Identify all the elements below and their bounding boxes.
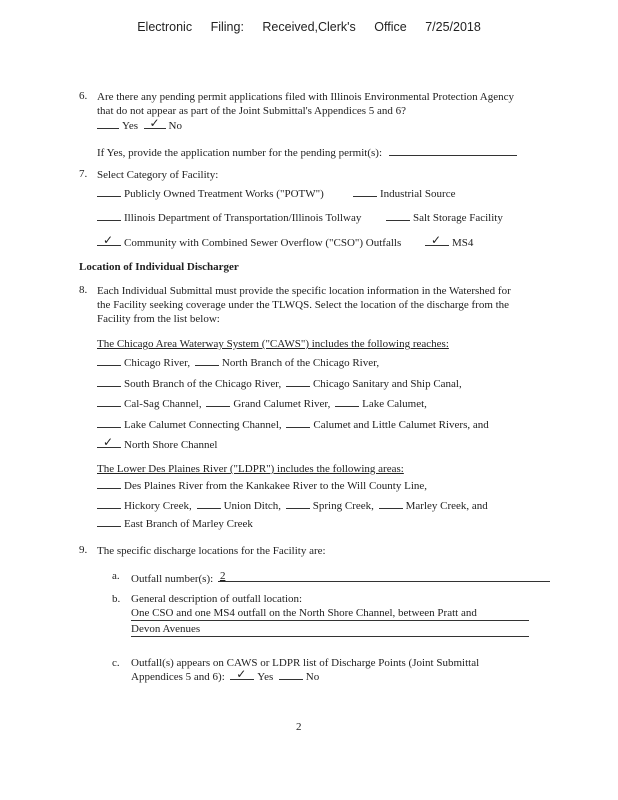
grand-calumet-blank[interactable] (206, 397, 230, 407)
q9a-letter: a. (112, 570, 120, 582)
spring-label: Spring Creek, (312, 500, 374, 512)
north-shore-label: North Shore Channel (124, 439, 218, 451)
q6-application-number-field[interactable] (389, 145, 517, 156)
caws-row-5 (97, 435, 218, 452)
lake-calumet-label: Lake Calumet, (362, 398, 427, 410)
ldpr-heading: The Lower Des Plaines River ("LDPR") includes the following areas: (97, 463, 404, 475)
header-date: 7/25/2018 (425, 20, 481, 34)
east-marley-blank[interactable] (97, 517, 121, 527)
q6-yes-label: Yes (122, 120, 139, 132)
q6-answer-row (97, 116, 182, 133)
east-marley-label: East Branch of Marley Creek (124, 518, 253, 530)
cal-sag-label: Cal-Sag Channel, (124, 398, 202, 410)
q7-salt-label: Salt Storage Facility (413, 212, 503, 224)
q7-option-idot (97, 211, 361, 225)
q7-potw-blank[interactable] (97, 187, 121, 197)
q7-ms4-label: MS4 (452, 237, 474, 249)
q9-label: The specific discharge locations for the Facility are: (97, 545, 326, 557)
q8-line1: Each Individual Submittal must provide the specific location information in the Watershed for (97, 285, 511, 297)
grand-calumet-label: Grand Calumet River, (233, 398, 331, 410)
union-label: Union Ditch, (223, 500, 282, 512)
q9c-yes-label: Yes (257, 671, 274, 683)
q6-number: 6. (79, 90, 88, 102)
q7-cso-label: Community with Combined Sewer Overflow ("CSO") Outfalls (124, 237, 402, 249)
q9c-letter: c. (112, 657, 120, 669)
q7-idot-label: Illinois Department of Transportation/Illinois Tollway (124, 212, 362, 224)
q9c-yes-blank[interactable] (230, 667, 254, 681)
chicago-river-blank[interactable] (97, 356, 121, 366)
q6-no-label: No (168, 120, 182, 132)
hickory-label: Hickory Creek, (124, 500, 192, 512)
q6-no-blank[interactable] (144, 116, 166, 130)
q7-number: 7. (79, 168, 88, 180)
marley-label: Marley Creek, and (405, 500, 488, 512)
q9b-label: General description of outfall location: (131, 593, 303, 605)
header-office: Office (374, 20, 407, 34)
q7-option-ms4 (425, 233, 474, 250)
q8-number: 8. (79, 284, 88, 296)
filing-header (0, 20, 618, 34)
caws-heading: The Chicago Area Waterway System ("CAWS") includes the following reaches: (97, 338, 449, 350)
lake-calumet-conn-blank[interactable] (97, 418, 121, 428)
q7-option-potw (97, 187, 324, 201)
section-title: Location of Individual Discharger (79, 261, 239, 273)
q6-if-yes-label: If Yes, provide the application number for the pending permit(s): (97, 147, 383, 159)
q9b-letter: b. (112, 593, 121, 605)
des-plaines-label: Des Plaines River from the Kankakee River to the Will County Line, (124, 480, 428, 492)
q7-option-cso (97, 233, 402, 250)
header-received: Received,Clerk's (262, 20, 356, 34)
outfall-description-line1[interactable] (131, 606, 529, 621)
lake-calumet-conn-label: Lake Calumet Connecting Channel, (124, 419, 282, 431)
chicago-river-label: Chicago River, (124, 357, 191, 369)
lake-calumet-blank[interactable] (335, 397, 359, 407)
q8-line3: Facility from the list below: (97, 313, 220, 325)
ldpr-row-1 (97, 479, 427, 493)
north-branch-label: North Branch of the Chicago River, (221, 357, 380, 369)
outfall-description-value1: One CSO and one MS4 outfall on the North Shore Channel, between Pratt and (131, 607, 477, 619)
header-electronic: Electronic (137, 20, 193, 34)
q7-label: Select Category of Facility: (97, 169, 219, 181)
south-branch-blank[interactable] (97, 377, 121, 387)
sanitary-ship-label: Chicago Sanitary and Ship Canal, (312, 378, 462, 390)
spring-blank[interactable] (286, 499, 310, 509)
sanitary-ship-blank[interactable] (286, 377, 310, 387)
q7-industrial-label: Industrial Source (380, 188, 456, 200)
north-shore-check-icon: ✓ (103, 435, 114, 449)
caws-row-4 (97, 418, 489, 432)
ldpr-row-2 (97, 499, 488, 513)
q7-cso-blank[interactable] (97, 233, 121, 247)
q9-number: 9. (79, 544, 88, 556)
q9c-line2: Appendices 5 and 6): (131, 671, 225, 683)
q9c-line1: Outfall(s) appears on CAWS or LDPR list of Discharge Points (Joint Submittal (131, 657, 480, 669)
outfall-number-value: 2 (219, 570, 226, 582)
q9a-label: Outfall number(s): (131, 573, 214, 585)
q9c-no-blank[interactable] (279, 670, 303, 680)
calumet-little-blank[interactable] (286, 418, 310, 428)
q7-idot-blank[interactable] (97, 211, 121, 221)
caws-row-1 (97, 356, 379, 370)
q9c-row (131, 667, 320, 684)
q8-line2: the Facility seeking coverage under the TLWQS. Select the location of the discharge from the (97, 299, 510, 311)
calumet-little-label: Calumet and Little Calumet Rivers, and (313, 419, 489, 431)
q9c-yes-check-icon: ✓ (236, 667, 247, 681)
q6-line2: that do not appear as part of the Joint Submittal's Appendices 5 and 6? (97, 105, 406, 117)
q6-no-check-icon: ✓ (149, 116, 160, 130)
q9c-no-label: No (305, 671, 320, 683)
marley-blank[interactable] (379, 499, 403, 509)
q7-ms4-check-icon: ✓ (431, 233, 442, 247)
union-blank[interactable] (197, 499, 221, 509)
q7-ms4-blank[interactable] (425, 233, 449, 247)
page-number: 2 (296, 721, 302, 733)
south-branch-label: South Branch of the Chicago River, (124, 378, 282, 390)
ldpr-row-3 (97, 517, 253, 531)
caws-row-2 (97, 377, 462, 391)
q6-yes-blank[interactable] (97, 119, 119, 129)
cal-sag-blank[interactable] (97, 397, 121, 407)
q6-if-yes (97, 145, 517, 160)
caws-row-3 (97, 397, 427, 411)
q7-salt-blank[interactable] (386, 211, 410, 221)
q7-option-industrial (353, 187, 455, 201)
hickory-blank[interactable] (97, 499, 121, 509)
header-filing: Filing: (210, 20, 244, 34)
q6-line1: Are there any pending permit applications filed with Illinois Environmental Protection Agency (97, 91, 514, 103)
q7-option-salt (386, 211, 503, 225)
outfall-description-line2[interactable] (131, 622, 529, 637)
q7-potw-label: Publicly Owned Treatment Works ("POTW") (124, 188, 324, 200)
outfall-number-field[interactable] (218, 569, 550, 582)
q7-cso-check-icon: ✓ (103, 233, 114, 247)
north-shore-blank[interactable] (97, 435, 121, 449)
q9a-row (131, 569, 550, 586)
des-plaines-blank[interactable] (97, 479, 121, 489)
outfall-description-value2: Devon Avenues (131, 623, 201, 635)
north-branch-blank[interactable] (195, 356, 219, 366)
q7-industrial-blank[interactable] (353, 187, 377, 197)
